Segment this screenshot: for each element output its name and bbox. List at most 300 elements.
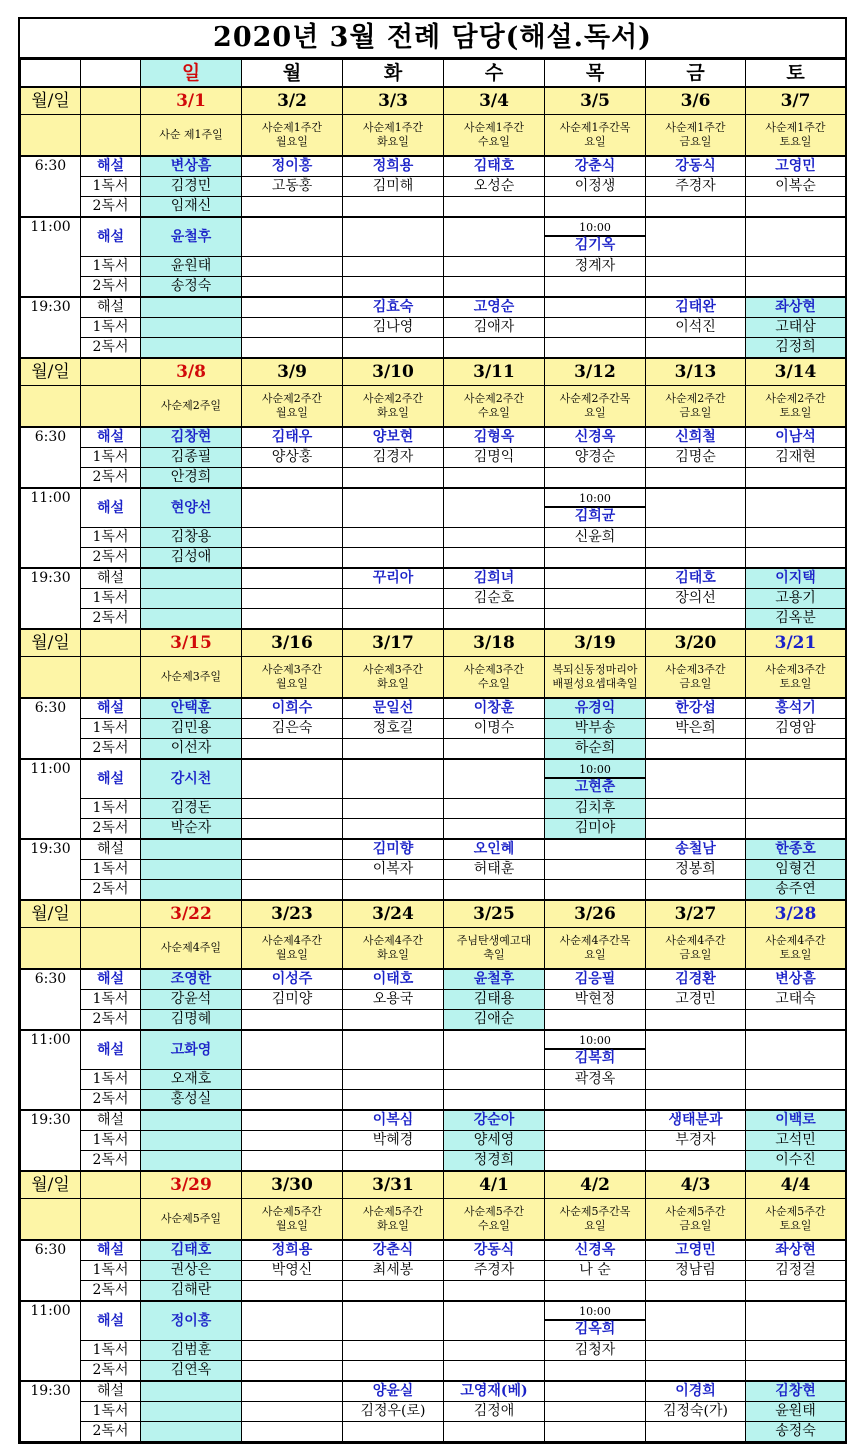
commentator-name: 양윤실 (372, 1383, 414, 1399)
commentator-name: 김희균 (574, 507, 616, 524)
mass-row (21, 448, 846, 468)
assignee-cell (343, 257, 444, 277)
assignee-cell (343, 1110, 444, 1131)
role-label: 2독서 (81, 468, 141, 489)
mass-row (21, 609, 846, 630)
assignee-cell (444, 1110, 545, 1131)
assignee-cell (545, 860, 646, 880)
role-label: 1독서 (81, 589, 141, 609)
assignee-cell (444, 257, 545, 277)
assignee-cell (141, 427, 242, 448)
reader-name: 김정걸 (775, 1262, 816, 1278)
reader-name: 김애자 (473, 319, 515, 335)
assignee-cell (646, 1010, 746, 1031)
empty-cell (81, 900, 141, 928)
assignee-cell (141, 1402, 242, 1422)
assignee-cell (646, 318, 746, 338)
role-label: 1독서 (81, 1131, 141, 1151)
assignee-cell (141, 338, 242, 359)
assignee-cell (242, 969, 343, 990)
reader-name: 김경자 (372, 449, 414, 465)
role-label: 2독서 (81, 1010, 141, 1031)
role-label: 2독서 (81, 338, 141, 359)
reader-name: 김미양 (271, 991, 313, 1007)
liturgy-row (21, 115, 846, 157)
date-cell: 4/2 (545, 1171, 646, 1199)
assignee-cell (242, 1131, 343, 1151)
commentator-name: 한종호 (775, 841, 816, 857)
assignee-cell (141, 1090, 242, 1111)
assignee-cell (242, 1261, 343, 1281)
date-cell: 3/23 (242, 900, 343, 928)
assignee-cell (646, 338, 746, 359)
commentator-name: 김경환 (675, 971, 716, 987)
date-cell: 3/29 (141, 1171, 242, 1199)
role-label: 해설 (81, 969, 141, 990)
assignee-cell (242, 468, 343, 489)
reader-name: 최세봉 (372, 1262, 414, 1278)
month-day-label: 월/일 (21, 900, 81, 928)
assignee-cell (141, 1261, 242, 1281)
commentator-name: 이성주 (271, 971, 313, 987)
assignee-cell (444, 1030, 545, 1070)
assignee-cell (242, 277, 343, 298)
assignee-cell (343, 1281, 444, 1302)
assignee-cell (141, 277, 242, 298)
assignee-cell (646, 839, 746, 860)
assignee-cell (242, 1361, 343, 1382)
assignee-cell (343, 427, 444, 448)
assignee-cell (646, 739, 746, 760)
commentator-name: 강춘식 (574, 158, 616, 174)
thursday-mass-time: 10:00 (545, 763, 645, 779)
reader-name: 장의선 (675, 590, 716, 606)
assignee-cell (141, 217, 242, 257)
mass-row (21, 759, 846, 799)
assignee-cell (343, 1381, 444, 1402)
assignee-cell (444, 427, 545, 448)
assignee-cell (646, 1030, 746, 1070)
assignee-cell (242, 1301, 343, 1341)
assignee-cell (545, 589, 646, 609)
assignee-cell (746, 698, 846, 719)
assignee-cell (444, 799, 545, 819)
reader-name: 이복자 (372, 861, 414, 877)
mass-row (21, 1422, 846, 1442)
mass-row (21, 257, 846, 277)
liturgy-cell: 사순제2주간 월요일 (242, 386, 343, 428)
assignee-cell (746, 969, 846, 990)
assignee-cell (141, 448, 242, 468)
reader-name: 고용기 (775, 590, 816, 606)
commentator-name: 김태호 (473, 158, 515, 174)
reader-name: 김애순 (473, 1011, 515, 1027)
role-label: 1독서 (81, 1402, 141, 1422)
commentator-name: 송철남 (675, 841, 716, 857)
assignee-cell (343, 1422, 444, 1442)
role-label: 해설 (81, 297, 141, 318)
role-label: 해설 (81, 1301, 141, 1341)
assignee-cell (141, 197, 242, 218)
reader-name: 김영암 (775, 720, 816, 736)
role-label: 2독서 (81, 739, 141, 760)
assignee-cell (545, 277, 646, 298)
mass-row (21, 860, 846, 880)
commentator-name: 변상흠 (170, 158, 212, 174)
empty-cell (21, 1199, 81, 1241)
assignee-cell (646, 277, 746, 298)
commentator-name: 김복희 (574, 1049, 616, 1066)
assignee-cell (545, 719, 646, 739)
assignee-cell (444, 1381, 545, 1402)
reader-name: 오성순 (473, 178, 515, 194)
date-cell: 3/20 (646, 629, 746, 657)
liturgy-cell: 사순제2주간 화요일 (343, 386, 444, 428)
assignee-cell (444, 1422, 545, 1442)
reader-name: 김옥분 (775, 610, 816, 626)
empty-cell (81, 386, 141, 428)
empty-cell (21, 386, 81, 428)
assignee-cell (141, 488, 242, 528)
reader-name: 박현정 (574, 991, 616, 1007)
date-cell: 4/4 (746, 1171, 846, 1199)
assignee-cell (746, 1030, 846, 1070)
assignee-cell (444, 297, 545, 318)
reader-name: 송정숙 (775, 1423, 816, 1439)
mass-time: 6:30 (21, 427, 81, 488)
mass-row (21, 427, 846, 448)
role-label: 1독서 (81, 990, 141, 1010)
assignee-cell (343, 1261, 444, 1281)
assignee-cell (242, 990, 343, 1010)
assignee-cell (646, 719, 746, 739)
assignee-cell (646, 698, 746, 719)
assignee-cell (242, 448, 343, 468)
reader-name: 고동홍 (271, 178, 313, 194)
reader-name: 이석진 (675, 319, 716, 335)
commentator-name: 이태호 (372, 971, 414, 987)
assignee-cell (746, 568, 846, 589)
assignee-cell (141, 1381, 242, 1402)
assignee-cell (545, 1361, 646, 1382)
assignee-cell (646, 1261, 746, 1281)
date-cell: 4/1 (444, 1171, 545, 1199)
assignee-cell (242, 488, 343, 528)
reader-name: 임형건 (775, 861, 816, 877)
reader-name: 고경민 (675, 991, 716, 1007)
mass-row (21, 338, 846, 359)
reader-name: 하순희 (574, 740, 616, 756)
role-label: 1독서 (81, 860, 141, 880)
reader-name: 김정숙(가) (662, 1403, 729, 1419)
assignee-cell (444, 1361, 545, 1382)
thursday-mass-time: 10:00 (545, 492, 645, 508)
liturgy-cell: 사순제4주간 화요일 (343, 928, 444, 970)
date-cell: 3/30 (242, 1171, 343, 1199)
reader-name: 송정숙 (170, 278, 212, 294)
assignee-cell (746, 1070, 846, 1090)
assignee-cell (141, 297, 242, 318)
assignee-cell (141, 1341, 242, 1361)
date-cell: 3/8 (141, 358, 242, 386)
commentator-name: 신희철 (675, 429, 716, 445)
assignee-cell (444, 548, 545, 569)
mass-row (21, 1030, 846, 1070)
reader-name: 김경돈 (170, 800, 212, 816)
assignee-cell (545, 488, 646, 528)
assignee-cell (444, 528, 545, 548)
assignee-cell (242, 698, 343, 719)
liturgy-row (21, 657, 846, 699)
role-label: 1독서 (81, 1341, 141, 1361)
liturgy-cell: 사순제3주간 수요일 (444, 657, 545, 699)
commentator-name: 한강섭 (675, 700, 716, 716)
assignee-cell (242, 568, 343, 589)
commentator-name: 신경옥 (574, 429, 616, 445)
liturgy-cell: 사순제1주간목 요일 (545, 115, 646, 157)
reader-name: 김종필 (170, 449, 212, 465)
commentator-name: 변상흠 (775, 971, 816, 987)
assignee-cell (343, 839, 444, 860)
reader-name: 권상은 (170, 1262, 212, 1278)
reader-name: 이선자 (170, 740, 212, 756)
assignee-cell (343, 799, 444, 819)
assignee-cell (746, 1151, 846, 1172)
mass-row (21, 468, 846, 489)
assignee-cell (242, 719, 343, 739)
commentator-name: 정이홍 (170, 1312, 212, 1329)
assignee-cell (545, 969, 646, 990)
assignee-cell (746, 990, 846, 1010)
assignee-cell (545, 1110, 646, 1131)
role-label: 해설 (81, 156, 141, 177)
commentator-name: 양보현 (372, 429, 414, 445)
assignee-cell (646, 217, 746, 257)
reader-name: 김미야 (574, 820, 616, 836)
assignee-cell (746, 1110, 846, 1131)
reader-name: 김민용 (170, 720, 212, 736)
mass-row (21, 217, 846, 257)
date-cell: 3/28 (746, 900, 846, 928)
commentator-name: 김태호 (170, 1242, 212, 1258)
assignee-cell (242, 860, 343, 880)
month-day-label: 월/일 (21, 629, 81, 657)
assignee-cell (141, 1070, 242, 1090)
commentator-name: 홍석기 (775, 700, 816, 716)
reader-name: 김은숙 (271, 720, 313, 736)
assignee-cell (343, 860, 444, 880)
assignee-cell (343, 969, 444, 990)
role-label: 2독서 (81, 197, 141, 218)
commentator-name: 강시천 (170, 770, 212, 787)
assignee-cell (444, 468, 545, 489)
date-cell: 3/9 (242, 358, 343, 386)
role-label: 2독서 (81, 609, 141, 630)
assignee-cell (343, 1361, 444, 1382)
mass-row (21, 739, 846, 760)
assignee-cell (141, 969, 242, 990)
liturgy-row (21, 1199, 846, 1241)
assignee-cell (646, 528, 746, 548)
reader-name: 김정희 (775, 339, 816, 355)
empty-cell (81, 87, 141, 115)
assignee-cell (545, 990, 646, 1010)
liturgy-cell: 사순 제1주일 (141, 115, 242, 157)
assignee-cell (746, 860, 846, 880)
assignee-cell (242, 799, 343, 819)
liturgy-cell: 사순제4주간 월요일 (242, 928, 343, 970)
role-label: 2독서 (81, 277, 141, 298)
schedule-table (20, 59, 846, 1442)
assignee-cell (242, 528, 343, 548)
liturgy-cell: 사순제5주간 수요일 (444, 1199, 545, 1241)
liturgy-cell: 사순제3주일 (141, 657, 242, 699)
assignee-cell (646, 297, 746, 318)
liturgy-cell: 사순제2주간목 요일 (545, 386, 646, 428)
assignee-cell (444, 217, 545, 257)
mass-row (21, 1110, 846, 1131)
date-cell: 3/12 (545, 358, 646, 386)
liturgy-cell: 사순제2주일 (141, 386, 242, 428)
empty-cell (81, 358, 141, 386)
assignee-cell (242, 1402, 343, 1422)
role-label: 해설 (81, 839, 141, 860)
mass-row (21, 156, 846, 177)
assignee-cell (444, 197, 545, 218)
assignee-cell (444, 1402, 545, 1422)
reader-name: 김창용 (170, 529, 212, 545)
assignee-cell (141, 1240, 242, 1261)
role-label: 해설 (81, 1030, 141, 1070)
assignee-cell (444, 318, 545, 338)
assignee-cell (646, 589, 746, 609)
liturgy-cell: 사순제4주간 토요일 (746, 928, 846, 970)
role-label: 1독서 (81, 799, 141, 819)
empty-cell (21, 657, 81, 699)
empty-cell (21, 115, 81, 157)
commentator-name: 김옥희 (574, 1320, 616, 1337)
commentator-name: 이남석 (775, 429, 816, 445)
assignee-cell (746, 338, 846, 359)
assignee-cell (343, 197, 444, 218)
reader-name: 이명수 (473, 720, 515, 736)
weekday-header: 수 (444, 60, 545, 88)
assignee-cell (444, 277, 545, 298)
assignee-cell (646, 548, 746, 569)
assignee-cell (646, 860, 746, 880)
assignee-cell (646, 759, 746, 799)
reader-name: 임재신 (170, 198, 212, 214)
reader-name: 김나영 (372, 319, 414, 335)
reader-name: 박순자 (170, 820, 212, 836)
commentator-name: 생태분과 (668, 1112, 723, 1128)
date-cell: 3/18 (444, 629, 545, 657)
assignee-cell (444, 609, 545, 630)
assignee-cell (242, 1010, 343, 1031)
mass-row (21, 568, 846, 589)
assignee-cell (242, 156, 343, 177)
assignee-cell (242, 819, 343, 840)
liturgy-cell: 사순제3주간 금요일 (646, 657, 746, 699)
assignee-cell (444, 698, 545, 719)
mass-row (21, 1341, 846, 1361)
reader-name: 박부송 (574, 720, 616, 736)
assignee-cell (141, 1281, 242, 1302)
reader-name: 김미해 (372, 178, 414, 194)
role-label: 2독서 (81, 880, 141, 901)
mass-row (21, 1301, 846, 1341)
assignee-cell (646, 1341, 746, 1361)
commentator-name: 김형옥 (473, 429, 515, 445)
mass-row (21, 698, 846, 719)
assignee-cell (444, 1240, 545, 1261)
commentator-name: 좌상현 (775, 299, 816, 315)
assignee-cell (746, 217, 846, 257)
mass-row (21, 1090, 846, 1111)
liturgy-cell: 주님탄생예고대 축일 (444, 928, 545, 970)
assignee-cell (746, 1402, 846, 1422)
date-row (21, 358, 846, 386)
reader-name: 박혜경 (372, 1132, 414, 1148)
date-cell: 3/3 (343, 87, 444, 115)
assignee-cell (343, 338, 444, 359)
reader-name: 안경희 (170, 469, 212, 485)
empty-cell (81, 928, 141, 970)
reader-name: 김성애 (170, 549, 212, 565)
assignee-cell (444, 589, 545, 609)
assignee-cell (746, 589, 846, 609)
commentator-name: 고영민 (775, 158, 816, 174)
mass-time: 11:00 (21, 759, 81, 839)
assignee-cell (746, 277, 846, 298)
role-label: 해설 (81, 427, 141, 448)
assignee-cell (444, 488, 545, 528)
assignee-cell (746, 548, 846, 569)
mass-time: 19:30 (21, 297, 81, 358)
assignee-cell (444, 1010, 545, 1031)
mass-time: 6:30 (21, 698, 81, 759)
weekday-header: 월 (242, 60, 343, 88)
assignee-cell (545, 528, 646, 548)
role-label: 해설 (81, 759, 141, 799)
liturgy-cell: 사순제4주간 금요일 (646, 928, 746, 970)
date-row (21, 87, 846, 115)
role-label: 1독서 (81, 257, 141, 277)
liturgy-cell: 사순제4주일 (141, 928, 242, 970)
reader-name: 양세영 (473, 1132, 515, 1148)
assignee-cell (141, 739, 242, 760)
reader-name: 양상홍 (271, 449, 313, 465)
empty-cell (81, 115, 141, 157)
assignee-cell (545, 1402, 646, 1422)
weekday-header: 일 (141, 60, 242, 88)
reader-name: 주경자 (473, 1262, 515, 1278)
date-cell: 3/26 (545, 900, 646, 928)
assignee-cell (343, 468, 444, 489)
commentator-name: 김미향 (372, 841, 414, 857)
liturgy-cell: 사순제5주간 금요일 (646, 1199, 746, 1241)
assignee-cell (545, 217, 646, 257)
commentator-name: 강춘식 (372, 1242, 414, 1258)
assignee-cell (444, 739, 545, 760)
assignee-cell (141, 880, 242, 901)
month-day-label: 월/일 (21, 1171, 81, 1199)
assignee-cell (242, 297, 343, 318)
mass-row (21, 1010, 846, 1031)
reader-name: 정계자 (574, 258, 616, 274)
assignee-cell (343, 1010, 444, 1031)
reader-name: 박은희 (675, 720, 716, 736)
